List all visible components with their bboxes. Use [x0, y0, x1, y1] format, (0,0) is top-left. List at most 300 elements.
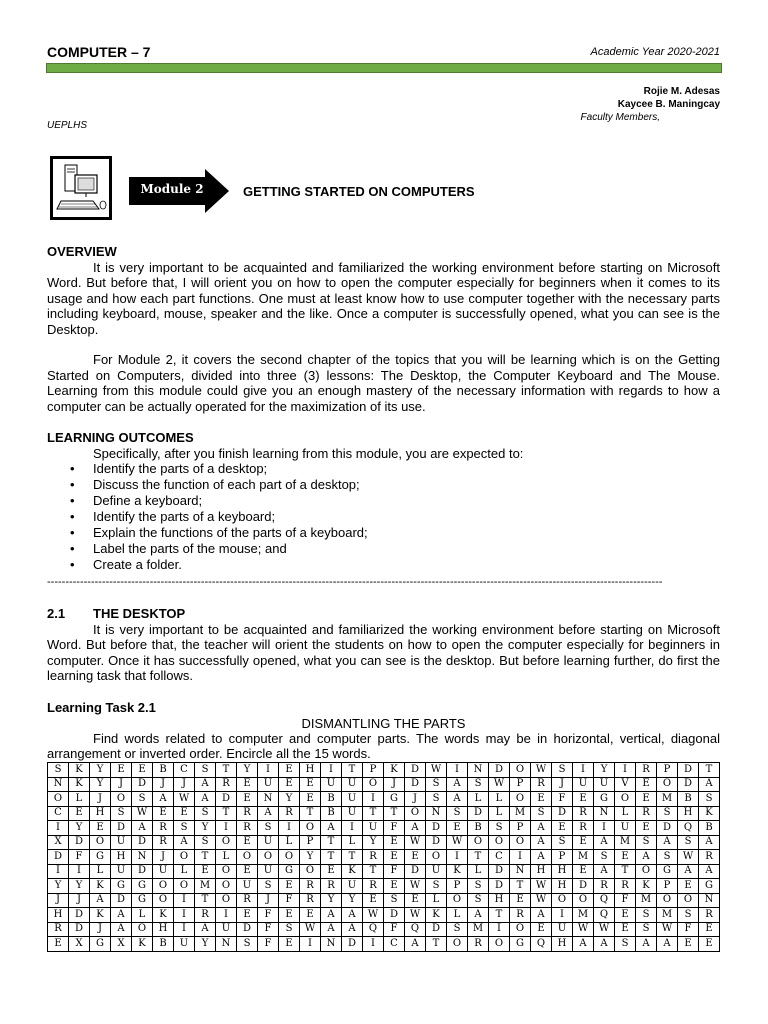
- grid-cell[interactable]: S: [594, 850, 615, 865]
- grid-cell[interactable]: L: [615, 806, 636, 821]
- grid-cell[interactable]: O: [552, 893, 573, 908]
- grid-cell[interactable]: Y: [279, 792, 300, 807]
- grid-cell[interactable]: R: [573, 821, 594, 836]
- grid-cell[interactable]: A: [258, 806, 279, 821]
- grid-cell[interactable]: I: [489, 922, 510, 937]
- grid-cell[interactable]: V: [615, 777, 636, 792]
- grid-cell[interactable]: O: [153, 879, 174, 894]
- grid-cell[interactable]: L: [132, 908, 153, 923]
- grid-cell[interactable]: U: [174, 937, 195, 952]
- grid-cell[interactable]: R: [468, 937, 489, 952]
- grid-cell[interactable]: T: [426, 937, 447, 952]
- grid-cell[interactable]: W: [678, 850, 699, 865]
- grid-cell[interactable]: M: [195, 879, 216, 894]
- grid-cell[interactable]: L: [174, 864, 195, 879]
- grid-cell[interactable]: I: [174, 922, 195, 937]
- grid-cell[interactable]: U: [342, 879, 363, 894]
- grid-cell[interactable]: O: [216, 835, 237, 850]
- grid-cell[interactable]: D: [573, 879, 594, 894]
- grid-cell[interactable]: R: [510, 908, 531, 923]
- grid-cell[interactable]: I: [510, 850, 531, 865]
- grid-cell[interactable]: N: [510, 864, 531, 879]
- grid-cell[interactable]: R: [636, 806, 657, 821]
- grid-cell[interactable]: R: [216, 777, 237, 792]
- grid-cell[interactable]: Y: [69, 821, 90, 836]
- grid-cell[interactable]: J: [552, 777, 573, 792]
- grid-cell[interactable]: D: [48, 850, 69, 865]
- grid-cell[interactable]: A: [594, 835, 615, 850]
- grid-cell[interactable]: S: [636, 922, 657, 937]
- grid-cell[interactable]: S: [426, 879, 447, 894]
- grid-cell[interactable]: T: [363, 806, 384, 821]
- grid-cell[interactable]: R: [699, 850, 720, 865]
- grid-cell[interactable]: B: [468, 821, 489, 836]
- grid-cell[interactable]: S: [48, 763, 69, 778]
- grid-cell[interactable]: E: [237, 835, 258, 850]
- grid-cell[interactable]: R: [48, 922, 69, 937]
- grid-cell[interactable]: N: [321, 937, 342, 952]
- grid-cell[interactable]: S: [447, 806, 468, 821]
- grid-cell[interactable]: O: [132, 922, 153, 937]
- grid-cell[interactable]: E: [111, 763, 132, 778]
- grid-cell[interactable]: D: [678, 763, 699, 778]
- grid-cell[interactable]: S: [531, 806, 552, 821]
- grid-cell[interactable]: A: [657, 937, 678, 952]
- grid-cell[interactable]: O: [405, 806, 426, 821]
- grid-cell[interactable]: O: [174, 879, 195, 894]
- grid-cell[interactable]: K: [69, 763, 90, 778]
- grid-cell[interactable]: D: [237, 922, 258, 937]
- grid-cell[interactable]: G: [279, 864, 300, 879]
- grid-cell[interactable]: B: [321, 806, 342, 821]
- grid-cell[interactable]: W: [657, 922, 678, 937]
- grid-cell[interactable]: S: [699, 792, 720, 807]
- grid-cell[interactable]: R: [594, 879, 615, 894]
- grid-cell[interactable]: R: [153, 821, 174, 836]
- grid-cell[interactable]: W: [174, 792, 195, 807]
- grid-cell[interactable]: I: [363, 937, 384, 952]
- grid-cell[interactable]: Y: [90, 777, 111, 792]
- grid-cell[interactable]: W: [531, 893, 552, 908]
- grid-cell[interactable]: O: [426, 850, 447, 865]
- grid-cell[interactable]: K: [90, 879, 111, 894]
- grid-cell[interactable]: R: [279, 806, 300, 821]
- grid-cell[interactable]: B: [321, 792, 342, 807]
- grid-cell[interactable]: O: [678, 893, 699, 908]
- grid-cell[interactable]: F: [678, 922, 699, 937]
- grid-cell[interactable]: W: [531, 763, 552, 778]
- grid-cell[interactable]: I: [363, 792, 384, 807]
- grid-cell[interactable]: S: [195, 763, 216, 778]
- grid-cell[interactable]: B: [153, 763, 174, 778]
- grid-cell[interactable]: O: [510, 922, 531, 937]
- grid-cell[interactable]: E: [405, 850, 426, 865]
- grid-cell[interactable]: U: [237, 879, 258, 894]
- grid-cell[interactable]: Q: [405, 922, 426, 937]
- grid-cell[interactable]: E: [174, 806, 195, 821]
- grid-cell[interactable]: E: [678, 879, 699, 894]
- grid-cell[interactable]: E: [552, 821, 573, 836]
- grid-cell[interactable]: I: [258, 763, 279, 778]
- grid-cell[interactable]: R: [153, 835, 174, 850]
- grid-cell[interactable]: A: [195, 922, 216, 937]
- grid-cell[interactable]: S: [657, 850, 678, 865]
- grid-cell[interactable]: C: [489, 850, 510, 865]
- grid-cell[interactable]: N: [426, 806, 447, 821]
- grid-cell[interactable]: L: [216, 850, 237, 865]
- grid-cell[interactable]: O: [153, 893, 174, 908]
- grid-cell[interactable]: L: [90, 864, 111, 879]
- grid-cell[interactable]: A: [321, 908, 342, 923]
- grid-cell[interactable]: R: [699, 908, 720, 923]
- grid-cell[interactable]: G: [657, 864, 678, 879]
- grid-cell[interactable]: I: [48, 821, 69, 836]
- grid-cell[interactable]: O: [300, 864, 321, 879]
- grid-cell[interactable]: T: [300, 806, 321, 821]
- grid-cell[interactable]: M: [510, 806, 531, 821]
- grid-cell[interactable]: W: [531, 879, 552, 894]
- grid-cell[interactable]: T: [342, 763, 363, 778]
- grid-cell[interactable]: I: [342, 821, 363, 836]
- grid-cell[interactable]: E: [447, 821, 468, 836]
- grid-cell[interactable]: U: [258, 835, 279, 850]
- grid-cell[interactable]: U: [573, 777, 594, 792]
- grid-cell[interactable]: E: [48, 937, 69, 952]
- grid-cell[interactable]: U: [111, 864, 132, 879]
- grid-cell[interactable]: Y: [363, 835, 384, 850]
- grid-cell[interactable]: E: [279, 937, 300, 952]
- grid-cell[interactable]: O: [510, 792, 531, 807]
- grid-cell[interactable]: A: [594, 864, 615, 879]
- grid-cell[interactable]: C: [384, 937, 405, 952]
- grid-cell[interactable]: J: [405, 792, 426, 807]
- grid-cell[interactable]: H: [489, 893, 510, 908]
- grid-cell[interactable]: H: [153, 922, 174, 937]
- grid-cell[interactable]: I: [174, 893, 195, 908]
- grid-cell[interactable]: E: [237, 777, 258, 792]
- grid-cell[interactable]: E: [573, 864, 594, 879]
- grid-cell[interactable]: Y: [237, 763, 258, 778]
- grid-cell[interactable]: R: [363, 850, 384, 865]
- grid-cell[interactable]: D: [468, 806, 489, 821]
- grid-cell[interactable]: E: [153, 806, 174, 821]
- grid-cell[interactable]: A: [90, 893, 111, 908]
- grid-cell[interactable]: S: [468, 879, 489, 894]
- grid-cell[interactable]: A: [405, 937, 426, 952]
- grid-cell[interactable]: K: [132, 937, 153, 952]
- grid-cell[interactable]: E: [195, 864, 216, 879]
- grid-cell[interactable]: I: [552, 908, 573, 923]
- grid-cell[interactable]: E: [636, 792, 657, 807]
- grid-cell[interactable]: G: [384, 792, 405, 807]
- grid-cell[interactable]: D: [111, 821, 132, 836]
- grid-cell[interactable]: E: [384, 835, 405, 850]
- grid-cell[interactable]: B: [153, 937, 174, 952]
- grid-cell[interactable]: J: [48, 893, 69, 908]
- grid-cell[interactable]: E: [300, 792, 321, 807]
- grid-cell[interactable]: N: [594, 806, 615, 821]
- grid-cell[interactable]: M: [573, 850, 594, 865]
- grid-cell[interactable]: L: [342, 835, 363, 850]
- grid-cell[interactable]: Y: [69, 879, 90, 894]
- grid-cell[interactable]: O: [489, 937, 510, 952]
- grid-cell[interactable]: F: [384, 821, 405, 836]
- grid-cell[interactable]: F: [384, 922, 405, 937]
- grid-cell[interactable]: S: [552, 835, 573, 850]
- grid-cell[interactable]: F: [279, 893, 300, 908]
- grid-cell[interactable]: E: [300, 777, 321, 792]
- grid-cell[interactable]: Q: [594, 893, 615, 908]
- grid-cell[interactable]: D: [552, 806, 573, 821]
- grid-cell[interactable]: S: [174, 821, 195, 836]
- grid-cell[interactable]: T: [468, 850, 489, 865]
- grid-cell[interactable]: E: [279, 879, 300, 894]
- grid-cell[interactable]: S: [678, 908, 699, 923]
- grid-cell[interactable]: O: [258, 850, 279, 865]
- grid-cell[interactable]: L: [468, 792, 489, 807]
- grid-cell[interactable]: W: [363, 908, 384, 923]
- grid-cell[interactable]: E: [132, 763, 153, 778]
- grid-cell[interactable]: K: [90, 908, 111, 923]
- grid-cell[interactable]: A: [657, 835, 678, 850]
- grid-cell[interactable]: M: [636, 893, 657, 908]
- grid-cell[interactable]: A: [111, 922, 132, 937]
- grid-cell[interactable]: L: [69, 792, 90, 807]
- grid-cell[interactable]: L: [426, 893, 447, 908]
- grid-cell[interactable]: U: [426, 864, 447, 879]
- grid-cell[interactable]: P: [657, 763, 678, 778]
- grid-cell[interactable]: I: [300, 937, 321, 952]
- grid-cell[interactable]: M: [615, 835, 636, 850]
- grid-cell[interactable]: F: [69, 850, 90, 865]
- grid-cell[interactable]: N: [468, 763, 489, 778]
- grid-cell[interactable]: G: [111, 879, 132, 894]
- grid-cell[interactable]: U: [342, 792, 363, 807]
- grid-cell[interactable]: R: [237, 821, 258, 836]
- grid-cell[interactable]: O: [363, 777, 384, 792]
- grid-cell[interactable]: T: [489, 908, 510, 923]
- grid-cell[interactable]: K: [699, 806, 720, 821]
- grid-cell[interactable]: F: [615, 893, 636, 908]
- grid-cell[interactable]: E: [279, 763, 300, 778]
- grid-cell[interactable]: O: [237, 850, 258, 865]
- grid-cell[interactable]: I: [447, 763, 468, 778]
- grid-cell[interactable]: O: [174, 850, 195, 865]
- grid-cell[interactable]: E: [699, 922, 720, 937]
- grid-cell[interactable]: T: [195, 850, 216, 865]
- grid-cell[interactable]: S: [636, 835, 657, 850]
- grid-cell[interactable]: B: [699, 821, 720, 836]
- grid-cell[interactable]: G: [90, 937, 111, 952]
- grid-cell[interactable]: E: [237, 864, 258, 879]
- grid-cell[interactable]: O: [216, 879, 237, 894]
- grid-cell[interactable]: S: [552, 763, 573, 778]
- grid-cell[interactable]: A: [699, 864, 720, 879]
- grid-cell[interactable]: U: [258, 777, 279, 792]
- grid-cell[interactable]: D: [69, 922, 90, 937]
- grid-cell[interactable]: I: [216, 821, 237, 836]
- grid-cell[interactable]: E: [699, 937, 720, 952]
- grid-cell[interactable]: U: [615, 821, 636, 836]
- grid-cell[interactable]: O: [48, 792, 69, 807]
- grid-cell[interactable]: I: [573, 763, 594, 778]
- grid-cell[interactable]: A: [468, 908, 489, 923]
- grid-cell[interactable]: W: [132, 806, 153, 821]
- grid-cell[interactable]: D: [132, 835, 153, 850]
- grid-cell[interactable]: I: [48, 864, 69, 879]
- grid-cell[interactable]: D: [678, 777, 699, 792]
- grid-cell[interactable]: Q: [594, 908, 615, 923]
- grid-cell[interactable]: O: [279, 850, 300, 865]
- grid-cell[interactable]: Q: [363, 922, 384, 937]
- grid-cell[interactable]: O: [510, 763, 531, 778]
- grid-cell[interactable]: Y: [48, 879, 69, 894]
- grid-cell[interactable]: A: [531, 835, 552, 850]
- grid-cell[interactable]: Y: [300, 850, 321, 865]
- grid-cell[interactable]: S: [426, 792, 447, 807]
- grid-cell[interactable]: H: [552, 879, 573, 894]
- grid-cell[interactable]: M: [468, 922, 489, 937]
- grid-cell[interactable]: A: [195, 792, 216, 807]
- grid-cell[interactable]: K: [447, 864, 468, 879]
- grid-cell[interactable]: A: [678, 864, 699, 879]
- grid-cell[interactable]: I: [174, 908, 195, 923]
- grid-cell[interactable]: Y: [321, 893, 342, 908]
- grid-cell[interactable]: O: [573, 893, 594, 908]
- grid-cell[interactable]: S: [384, 893, 405, 908]
- grid-cell[interactable]: O: [447, 937, 468, 952]
- grid-cell[interactable]: H: [300, 763, 321, 778]
- grid-cell[interactable]: H: [552, 937, 573, 952]
- grid-cell[interactable]: R: [573, 806, 594, 821]
- grid-cell[interactable]: S: [111, 806, 132, 821]
- grid-cell[interactable]: A: [111, 908, 132, 923]
- grid-cell[interactable]: B: [678, 792, 699, 807]
- grid-cell[interactable]: A: [447, 777, 468, 792]
- grid-cell[interactable]: D: [132, 777, 153, 792]
- grid-cell[interactable]: I: [279, 821, 300, 836]
- grid-cell[interactable]: E: [279, 908, 300, 923]
- grid-cell[interactable]: A: [447, 792, 468, 807]
- grid-cell[interactable]: E: [237, 792, 258, 807]
- grid-cell[interactable]: R: [237, 893, 258, 908]
- grid-cell[interactable]: K: [384, 763, 405, 778]
- grid-cell[interactable]: S: [258, 879, 279, 894]
- grid-cell[interactable]: U: [363, 821, 384, 836]
- grid-cell[interactable]: O: [615, 792, 636, 807]
- grid-cell[interactable]: G: [510, 937, 531, 952]
- grid-cell[interactable]: D: [489, 879, 510, 894]
- grid-cell[interactable]: J: [384, 777, 405, 792]
- grid-cell[interactable]: G: [132, 879, 153, 894]
- grid-cell[interactable]: A: [573, 937, 594, 952]
- grid-cell[interactable]: J: [69, 893, 90, 908]
- grid-cell[interactable]: A: [174, 835, 195, 850]
- grid-cell[interactable]: D: [69, 835, 90, 850]
- grid-cell[interactable]: A: [153, 792, 174, 807]
- grid-cell[interactable]: T: [321, 835, 342, 850]
- grid-cell[interactable]: F: [384, 864, 405, 879]
- grid-cell[interactable]: D: [132, 864, 153, 879]
- grid-cell[interactable]: A: [342, 922, 363, 937]
- grid-cell[interactable]: H: [48, 908, 69, 923]
- grid-cell[interactable]: F: [258, 937, 279, 952]
- grid-cell[interactable]: A: [321, 922, 342, 937]
- grid-cell[interactable]: R: [531, 777, 552, 792]
- grid-cell[interactable]: A: [594, 937, 615, 952]
- grid-cell[interactable]: U: [594, 777, 615, 792]
- grid-cell[interactable]: O: [300, 821, 321, 836]
- grid-cell[interactable]: S: [237, 937, 258, 952]
- grid-cell[interactable]: N: [216, 937, 237, 952]
- grid-cell[interactable]: S: [258, 821, 279, 836]
- grid-cell[interactable]: N: [48, 777, 69, 792]
- grid-cell[interactable]: D: [426, 821, 447, 836]
- grid-cell[interactable]: D: [405, 864, 426, 879]
- grid-cell[interactable]: F: [258, 908, 279, 923]
- grid-cell[interactable]: E: [363, 893, 384, 908]
- grid-cell[interactable]: U: [153, 864, 174, 879]
- grid-cell[interactable]: G: [90, 850, 111, 865]
- grid-cell[interactable]: A: [321, 821, 342, 836]
- grid-cell[interactable]: A: [342, 908, 363, 923]
- grid-cell[interactable]: D: [216, 792, 237, 807]
- grid-cell[interactable]: U: [258, 864, 279, 879]
- grid-cell[interactable]: R: [363, 879, 384, 894]
- grid-cell[interactable]: X: [69, 937, 90, 952]
- grid-cell[interactable]: A: [531, 850, 552, 865]
- grid-cell[interactable]: O: [636, 864, 657, 879]
- grid-cell[interactable]: T: [216, 763, 237, 778]
- grid-cell[interactable]: S: [195, 835, 216, 850]
- grid-cell[interactable]: E: [636, 821, 657, 836]
- grid-cell[interactable]: U: [111, 835, 132, 850]
- grid-cell[interactable]: O: [447, 893, 468, 908]
- grid-cell[interactable]: D: [405, 777, 426, 792]
- grid-cell[interactable]: S: [636, 908, 657, 923]
- grid-cell[interactable]: E: [615, 922, 636, 937]
- grid-cell[interactable]: E: [90, 821, 111, 836]
- grid-cell[interactable]: D: [342, 937, 363, 952]
- grid-cell[interactable]: E: [615, 850, 636, 865]
- grid-cell[interactable]: R: [636, 763, 657, 778]
- grid-cell[interactable]: W: [489, 777, 510, 792]
- grid-cell[interactable]: R: [195, 908, 216, 923]
- grid-cell[interactable]: W: [594, 922, 615, 937]
- grid-cell[interactable]: X: [48, 835, 69, 850]
- grid-cell[interactable]: T: [321, 850, 342, 865]
- grid-cell[interactable]: I: [69, 864, 90, 879]
- grid-cell[interactable]: L: [468, 864, 489, 879]
- grid-cell[interactable]: U: [342, 777, 363, 792]
- grid-cell[interactable]: T: [510, 879, 531, 894]
- grid-cell[interactable]: D: [384, 908, 405, 923]
- grid-cell[interactable]: N: [699, 893, 720, 908]
- grid-cell[interactable]: T: [195, 893, 216, 908]
- grid-cell[interactable]: S: [678, 835, 699, 850]
- grid-cell[interactable]: S: [447, 922, 468, 937]
- grid-cell[interactable]: T: [363, 864, 384, 879]
- grid-cell[interactable]: F: [552, 792, 573, 807]
- grid-cell[interactable]: O: [510, 835, 531, 850]
- grid-cell[interactable]: Y: [342, 893, 363, 908]
- grid-cell[interactable]: S: [468, 777, 489, 792]
- grid-cell[interactable]: K: [636, 879, 657, 894]
- grid-cell[interactable]: E: [531, 922, 552, 937]
- grid-cell[interactable]: W: [447, 835, 468, 850]
- grid-cell[interactable]: A: [195, 777, 216, 792]
- grid-cell[interactable]: U: [342, 806, 363, 821]
